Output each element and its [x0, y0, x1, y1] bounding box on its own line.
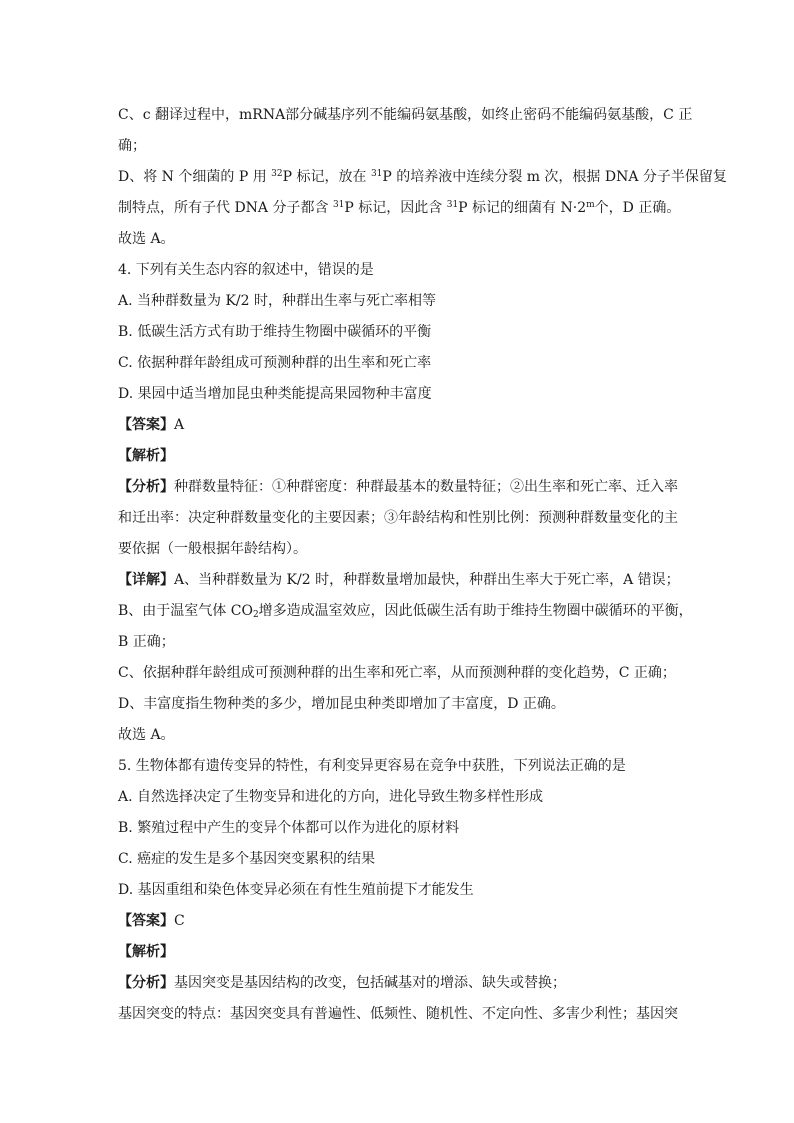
question-5-jiexi	[118, 937, 678, 968]
prev-conclusion: 故选 A。	[118, 231, 175, 247]
fenxi-tag: 【分析】	[118, 479, 174, 495]
prev-option-c-explanation: C、c 翻译过程中，mRNA部分碱基序列不能编码氨基酸，如终止密码不能编码氨基酸，C 正	[118, 107, 693, 123]
question-5-answer	[118, 906, 678, 937]
prev-option-d-explanation-cont	[118, 193, 681, 224]
isotope-superscript: 31	[446, 200, 459, 210]
prev-option-d-explanation	[118, 162, 727, 193]
question-5-option-b: B. 繁殖过程中产生的变异个体都可以作为进化的原材料	[118, 820, 460, 836]
xiangjie-tag: 【详解】	[118, 572, 174, 588]
analysis-text: 基因突变是基因结构的改变，包括碱基对的增添、缺失或替换；	[174, 975, 566, 991]
text-segment: 增多造成温室效应，因此低碳生活有助于维持生物圈中碳循环的平衡，	[258, 603, 693, 619]
question-4-jiexi	[118, 441, 678, 472]
question-5-stem: 5. 生物体都有遗传变异的特性，有利变异更容易在竞争中获胜，下列说法正确的是	[118, 758, 626, 774]
question-4-detail-a	[118, 565, 678, 596]
question-4-detail-b	[118, 596, 693, 627]
question-4-analysis	[118, 472, 678, 503]
isotope-superscript: 32	[271, 169, 283, 179]
document-page	[118, 100, 727, 1030]
exponent-superscript: m	[586, 200, 595, 210]
question-5-option-a: A. 自然选择决定了生物变异和进化的方向，进化导致生物多样性形成	[118, 789, 544, 805]
question-4-option-d: D. 果园中适当增加昆虫种类能提高果园物种丰富度	[118, 386, 432, 402]
question-4-analysis-cont: 要依据（一般根据年龄结构）。	[118, 541, 307, 557]
question-4-detail-b-cont: B 正确；	[118, 634, 175, 650]
text-segment: D、将 N 个细菌的 P 用	[118, 169, 272, 185]
jiexi-tag: 【解析】	[118, 448, 174, 464]
text-segment: P 标记，放在	[282, 169, 371, 185]
answer-tag: 【答案】	[118, 913, 174, 929]
answer-value: A	[174, 417, 185, 433]
question-4-detail-c: C、依据种群年龄组成可预测种群的出生率和死亡率，从而预测种群的变化趋势，C 正确；	[118, 665, 676, 681]
text-segment: P 标记的细菌有 N·2	[458, 200, 587, 216]
isotope-superscript: 31	[370, 169, 383, 179]
detail-text: A、当种群数量为 K/2 时，种群数量增加最快，种群出生率大于死亡率，A 错误；	[174, 572, 680, 588]
answer-value: C	[174, 913, 185, 929]
subscript: 2	[252, 610, 259, 620]
question-5-option-d: D. 基因重组和染色体变异必须在有性生殖前提下才能发生	[118, 882, 474, 898]
prev-option-c-explanation-cont: 确；	[118, 138, 146, 154]
question-4-option-a: A. 当种群数量为 K/2 时，种群出生率与死亡率相等	[118, 293, 436, 309]
question-4-stem: 4. 下列有关生态内容的叙述中，错误的是	[118, 262, 374, 278]
question-4-conclusion: 故选 A。	[118, 727, 175, 743]
text-segment: 个，D 正确。	[594, 200, 681, 216]
question-4-option-c: C. 依据种群年龄组成可预测种群的出生率和死亡率	[118, 355, 432, 371]
jiexi-tag: 【解析】	[118, 944, 174, 960]
question-5-analysis	[118, 968, 678, 999]
answer-tag: 【答案】	[118, 417, 174, 433]
question-4-detail-d: D、丰富度指生物种类的多少，增加昆虫种类即增加了丰富度，D 正确。	[118, 696, 565, 712]
question-4-analysis-cont: 和迁出率：决定种群数量变化的主要因素；③年龄结构和性别比例：预测种群数量变化的主	[118, 510, 678, 526]
text-segment: 制特点，所有子代 DNA 分子都含	[118, 200, 333, 216]
isotope-superscript: 31	[332, 200, 345, 210]
question-5-analysis-cont: 基因突变的特点：基因突变具有普遍性、低频性、随机性、不定向性、多害少利性；基因突	[118, 1006, 678, 1022]
text-segment: B、由于温室气体 CO	[118, 603, 253, 619]
text-segment: P 标记，因此含	[344, 200, 447, 216]
analysis-text: 种群数量特征：①种群密度：种群最基本的数量特征；②出生率和死亡率、迁入率	[174, 479, 678, 495]
fenxi-tag: 【分析】	[118, 975, 174, 991]
text-segment: P 的培养液中连续分裂 m 次，根据 DNA 分子半保留复	[382, 169, 727, 185]
question-4-option-b: B. 低碳生活方式有助于维持生物圈中碳循环的平衡	[118, 324, 432, 340]
question-4-answer	[118, 410, 678, 441]
question-5-option-c: C. 癌症的发生是多个基因突变累积的结果	[118, 851, 376, 867]
